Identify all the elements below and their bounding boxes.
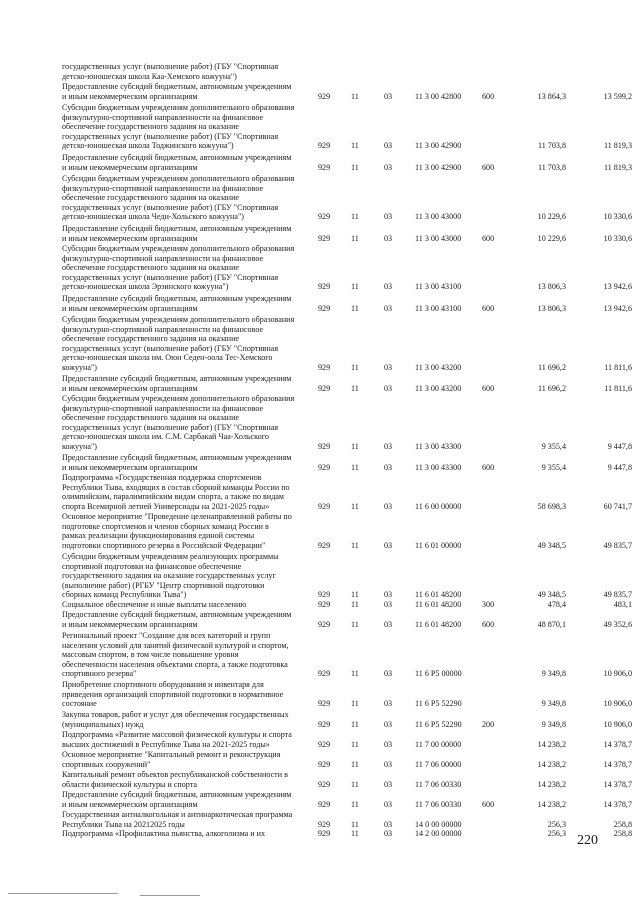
amount-year-1: 9 355,4 [541,442,566,451]
amount-year-2: 258,8 [613,829,632,838]
table-row [0,750,640,769]
amount-year-1: 10 229,6 [537,212,566,222]
admin-code: 929 [318,91,331,101]
target-article-code: 11 3 00 43000 [415,212,462,222]
admin-code: 929 [318,462,331,472]
target-article-code: 11 6 01 48200 [415,619,462,629]
amount-year-2: 13 599,2 [603,91,632,101]
row-description [62,552,314,600]
expense-type-code: 600 [482,799,495,809]
description-line: Предоставление субсидий бюджетным, автономным учреждениям [62,294,292,303]
table-row [0,294,640,313]
amount-year-1: 13 806,3 [537,303,566,313]
expense-type-code: 300 [482,600,495,609]
row-description [62,374,314,393]
admin-code: 929 [318,442,331,451]
admin-code: 929 [318,212,331,222]
amount-year-2: 11 819,3 [603,141,632,151]
target-article-code: 11 3 00 43200 [415,363,462,372]
row-description [62,750,314,769]
description-line: обеспечение государственного задания на оказание [62,263,239,273]
subsection-code: 03 [384,162,393,172]
admin-code: 929 [318,699,331,709]
target-article-code: 11 3 00 43300 [415,462,462,472]
description-line: Подпрограмма «Профилактика пьянства, алкоголизма и их [62,829,266,838]
amount-year-1: 11 703,8 [537,141,566,151]
admin-code: 929 [318,162,331,172]
amount-year-2: 49 835,7 [603,590,632,600]
target-article-code: 14 0 00 00000 [415,819,462,829]
row-description [62,810,314,829]
subsection-code: 03 [384,779,393,789]
amount-year-2: 13 942,6 [603,303,632,313]
target-article-code: 11 3 00 43000 [415,233,462,243]
amount-year-2: 11 811,6 [604,383,632,393]
target-article-code: 11 6 P5 52290 [415,699,462,709]
expense-type-code: 600 [482,162,495,172]
description-line: и иным некоммерческим организациям [62,462,198,472]
description-line: Предоставление субсидий бюджетным, автономным учреждениям [62,453,292,462]
subsection-code: 03 [384,91,393,101]
description-line: физкультурно-спортивной направленности на финансовое [62,112,264,122]
section-code: 11 [351,600,359,609]
description-line: массовым спортом, в том числе повышение уровня [62,650,239,660]
amount-year-1: 14 238,2 [537,739,566,749]
amount-year-1: 9 349,8 [541,699,566,709]
admin-code: 929 [318,141,331,151]
subsection-code: 03 [384,233,393,243]
row-description [62,315,314,373]
footer-scan-line [140,895,200,896]
target-article-code: 14 2 00 00000 [415,829,462,838]
row-description [62,473,314,511]
description-line: и иным некоммерческим организациям [62,233,198,243]
subsection-code: 03 [384,719,393,729]
description-line: Капитальный ремонт объектов республиканской собственности в [62,770,288,779]
section-code: 11 [351,739,359,749]
amount-year-1: 9 349,8 [541,669,566,679]
description-line: Региональный проект "Создание для всех категорий и групп [62,631,271,640]
description-line: Подпрограмма «Государственная поддержка спортсменов [62,473,262,482]
description-line: Субсидии бюджетным учреждениям дополнительного образования [62,174,295,183]
admin-code: 929 [318,669,331,679]
section-code: 11 [351,162,359,172]
section-code: 11 [351,383,359,393]
target-article-code: 11 6 01 48200 [415,590,462,600]
section-code: 11 [351,819,359,829]
amount-year-1: 9 355,4 [541,462,566,472]
subsection-code: 03 [384,212,393,222]
section-code: 11 [351,442,359,451]
row-description [62,512,314,550]
row-description [62,294,314,313]
amount-year-1: 58 698,3 [537,501,566,511]
row-description [62,174,314,222]
table-row [0,374,640,393]
table-row [0,730,640,749]
amount-year-1: 13 864,3 [537,91,566,101]
subsection-code: 03 [384,799,393,809]
table-row [0,610,640,629]
description-line: и иным некоммерческим организациям [62,383,198,393]
amount-year-2: 14 378,7 [603,759,632,769]
table-row [0,810,640,829]
amount-year-2: 258,8 [613,819,632,829]
description-line: физкультурно-спортивной направленности на финансовое [62,183,264,193]
description-line: Субсидии бюджетным учреждениям дополнительного образования [62,394,295,403]
amount-year-1: 9 349,8 [541,719,566,729]
expense-type-code: 600 [482,462,495,472]
description-line: Закупка товаров, работ и услуг для обеспечения государственных [62,710,289,719]
table-row [0,62,640,81]
row-description [62,62,314,81]
row-description [62,631,314,679]
admin-code: 929 [318,282,331,292]
section-code: 11 [351,233,359,243]
description-line: обеспечение государственного задания на оказание [62,193,239,203]
amount-year-1: 14 238,2 [537,799,566,809]
amount-year-1: 49 348,5 [537,540,566,550]
section-code: 11 [351,799,359,809]
description-line: государственных услуг (выполнение работ) (ГБУ "Спортивная [62,202,279,212]
admin-code: 929 [318,501,331,511]
description-line: Предоставление субсидий бюджетным, автономным учреждениям [62,224,292,233]
subsection-code: 03 [384,540,393,550]
subsection-code: 03 [384,501,393,511]
amount-year-1: 256,3 [547,819,566,829]
row-description [62,153,314,172]
subsection-code: 03 [384,590,393,600]
target-article-code: 11 3 00 43200 [415,383,462,393]
section-code: 11 [351,669,359,679]
admin-code: 929 [318,779,331,789]
description-line: сборных команд Республики Тыва") [62,590,187,600]
row-description [62,610,314,629]
amount-year-2: 49 835,7 [603,540,632,550]
description-line: (выполнение работ) (РГБУ "Центр спортивной подготовки [62,580,265,590]
subsection-code: 03 [384,619,393,629]
target-article-code: 11 7 06 00000 [415,759,462,769]
description-line: государственного задания на оказание государственных услуг [62,571,276,581]
description-line: обеспечение государственного задания на оказание [62,334,239,344]
description-line: Основное мероприятие "Капитальный ремонт и реконструкция [62,750,281,759]
subsection-code: 03 [384,383,393,393]
target-article-code: 11 7 06 00330 [415,799,462,809]
page-number: 220 [577,833,598,848]
description-line: Субсидии бюджетным учреждениям дополнительного образования [62,103,295,112]
target-article-code: 11 3 00 42900 [415,162,462,172]
amount-year-2: 10 906,0 [603,699,632,709]
description-line: состояние [62,699,97,709]
description-line: олимпийским, паралимпийским видам спорта, а также по видам [62,492,285,502]
section-code: 11 [351,91,359,101]
expense-type-code: 600 [482,303,495,313]
description-line: государственных услуг (выполнение работ) (ГБУ "Спортивная [62,343,279,353]
target-article-code: 11 3 00 42800 [415,91,462,101]
row-description [62,680,314,709]
admin-code: 929 [318,540,331,550]
section-code: 11 [351,212,359,222]
description-line: детско-юношеская школа Каа-Хемского кожууна") [62,71,237,81]
table-row [0,394,640,452]
subsection-code: 03 [384,141,393,151]
row-description [62,710,314,729]
section-code: 11 [351,303,359,313]
description-line: и иным некоммерческим организациям [62,162,198,172]
section-code: 11 [351,501,359,511]
amount-year-2: 14 378,7 [603,799,632,809]
table-row [0,315,640,373]
description-line: детско-юношеская школа им. С.М. Сарбакай Чаа-Хольского [62,432,269,442]
amount-year-2: 11 819,3 [603,162,632,172]
admin-code: 929 [318,233,331,243]
section-code: 11 [351,462,359,472]
description-line: подготовки спортивного резерва в Российской Федерации" [62,540,266,550]
row-description [62,394,314,452]
amount-year-2: 13 942,6 [603,282,632,292]
admin-code: 929 [318,619,331,629]
section-code: 11 [351,363,359,372]
description-line: детско-юношеская школа Эрзинского кожууна") [62,282,229,292]
subsection-code: 03 [384,739,393,749]
description-line: государственных услуг (выполнение работ) (ГБУ "Спортивная [62,422,279,432]
description-line: Субсидии бюджетным учреждениям реализующих программы [62,552,279,561]
subsection-code: 03 [384,829,393,838]
description-line: приведения организаций спортивной подготовки в нормативное [62,689,284,699]
subsection-code: 03 [384,699,393,709]
target-article-code: 11 6 P5 52290 [415,719,462,729]
description-line: Приобретение спортивного оборудования и инвентаря для [62,680,264,689]
description-line: высших достижений в Республике Тыва на 2021-2025 годы» [62,739,270,749]
admin-code: 929 [318,363,331,372]
section-code: 11 [351,540,359,550]
amount-year-2: 10 906,0 [603,669,632,679]
table-row [0,453,640,472]
description-line: физкультурно-спортивной направленности на финансовое [62,324,264,334]
expense-type-code: 600 [482,91,495,101]
amount-year-2: 10 906,0 [603,719,632,729]
row-description [62,600,314,610]
amount-year-1: 478,4 [547,600,566,609]
description-line: спортивных сооружений" [62,759,151,769]
target-article-code: 11 6 01 00000 [415,540,462,550]
table-row [0,512,640,550]
expense-type-code: 200 [482,719,495,729]
amount-year-1: 14 238,2 [537,759,566,769]
section-code: 11 [351,759,359,769]
row-description [62,244,314,292]
description-line: рамках реализации функционирования единой системы [62,531,255,541]
description-line: кожууна") [62,362,97,372]
description-line: и иным некоммерческим организациям [62,303,198,313]
amount-year-1: 13 806,3 [537,282,566,292]
admin-code: 929 [318,719,331,729]
table-row [0,473,640,511]
description-line: (муниципальных) нужд [62,719,144,729]
target-article-code: 11 3 00 42900 [415,141,462,151]
amount-year-2: 49 352,6 [603,619,632,629]
amount-year-2: 10 330,6 [603,212,632,222]
description-line: государственных услуг (выполнение работ) (ГБУ "Спортивная [62,272,279,282]
amount-year-1: 11 696,2 [537,383,566,393]
row-description [62,103,314,151]
description-line: государственных услуг (выполнение работ) (ГБУ "Спортивная [62,131,279,141]
section-code: 11 [351,779,359,789]
target-article-code: 11 7 00 00000 [415,739,462,749]
amount-year-1: 11 703,8 [537,162,566,172]
description-line: Предоставление субсидий бюджетным, автономным учреждениям [62,153,292,162]
section-code: 11 [351,829,359,838]
section-code: 11 [351,141,359,151]
description-line: спортивного резерва" [62,669,137,679]
description-line: кожууна") [62,441,97,451]
row-description [62,730,314,749]
description-line: детско-юношеская школа Тоджинского кожууна") [62,141,234,151]
row-description [62,829,314,839]
description-line: детско-юношеская школа Чеди-Хольского кожууна") [62,212,244,222]
table-row [0,631,640,679]
admin-code: 929 [318,829,331,838]
section-code: 11 [351,619,359,629]
description-line: физкультурно-спортивной направленности на финансовое [62,253,264,263]
amount-year-1: 48 870,1 [537,619,566,629]
section-code: 11 [351,282,359,292]
row-description [62,790,314,809]
admin-code: 929 [318,759,331,769]
description-line: и иным некоммерческим организациям [62,619,198,629]
table-row [0,153,640,172]
amount-year-1: 256,3 [547,829,566,838]
description-line: и иным некоммерческим организациям [62,91,198,101]
amount-year-2: 14 378,7 [603,779,632,789]
amount-year-2: 9 447,8 [607,462,632,472]
description-line: детско-юношеская школа им. Оюн Седен-оола Тес-Хемского [62,353,273,363]
amount-year-2: 483,1 [613,600,632,609]
description-line: обеспечение государственного задания на оказание [62,122,239,132]
description-line: области физической культуры и спорта [62,779,197,789]
description-line: Подпрограмма «Развитие массовой физической культуры и спорта [62,730,292,739]
row-description [62,453,314,472]
description-line: физкультурно-спортивной направленности на финансовое [62,403,264,413]
description-line: Предоставление субсидий бюджетным, автономным учреждениям [62,790,292,799]
admin-code: 929 [318,819,331,829]
admin-code: 929 [318,600,331,609]
description-line: населения условий для занятий физической культурой и спортом, [62,640,289,650]
admin-code: 929 [318,590,331,600]
table-row [0,710,640,729]
section-code: 11 [351,719,359,729]
description-line: Основное мероприятие "Проведение целенаправленной работы по [62,512,292,521]
admin-code: 929 [318,383,331,393]
table-row [0,224,640,243]
table-row [0,600,640,610]
description-line: спортивной подготовки на финансовое обеспечение [62,561,242,571]
row-description [62,770,314,789]
description-line: Республики Тыва на 20212025 годы [62,819,185,829]
description-line: обеспеченности населения объектами спорта, а также подготовка [62,659,288,669]
table-row [0,103,640,151]
table-row [0,790,640,809]
amount-year-1: 49 348,5 [537,590,566,600]
target-article-code: 11 6 P5 00000 [415,669,462,679]
subsection-code: 03 [384,669,393,679]
subsection-code: 03 [384,819,393,829]
amount-year-1: 11 696,2 [537,363,566,372]
subsection-code: 03 [384,442,393,451]
description-line: обеспечение государственного задания на оказание [62,413,239,423]
subsection-code: 03 [384,303,393,313]
amount-year-2: 10 330,6 [603,233,632,243]
target-article-code: 11 6 01 48200 [415,600,462,609]
table-row [0,82,640,101]
subsection-code: 03 [384,759,393,769]
target-article-code: 11 3 00 43100 [415,303,462,313]
description-line: Государственная антиалкогольная и антинаркотическая программа [62,810,293,819]
description-line: государственных услуг (выполнение работ) (ГБУ "Спортивная [62,62,279,71]
description-line: Республики Тыва, входящих в состав сборной команды России по [62,482,290,492]
description-line: Субсидии бюджетным учреждениям дополнительного образования [62,315,295,324]
subsection-code: 03 [384,462,393,472]
table-row [0,174,640,222]
subsection-code: 03 [384,282,393,292]
description-line: Предоставление субсидий бюджетным, автономным учреждениям [62,82,292,91]
admin-code: 929 [318,739,331,749]
description-line: Предоставление субсидий бюджетным, автономным учреждениям [62,610,292,619]
table-row [0,552,640,600]
expense-type-code: 600 [482,619,495,629]
description-line: подготовке спортсменов и членов сборных команд России в [62,521,269,531]
amount-year-2: 14 378,7 [603,739,632,749]
expense-type-code: 600 [482,233,495,243]
amount-year-2: 9 447,8 [607,442,632,451]
table-row [0,829,640,839]
amount-year-2: 11 811,6 [604,363,632,372]
description-line: Субсидии бюджетным учреждениям дополнительного образования [62,244,295,253]
table-row [0,244,640,292]
subsection-code: 03 [384,600,393,609]
footer-scan-line [8,893,118,894]
description-line: Предоставление субсидий бюджетным, автономным учреждениям [62,374,292,383]
admin-code: 929 [318,303,331,313]
section-code: 11 [351,699,359,709]
amount-year-2: 60 741,7 [603,501,632,511]
target-article-code: 11 6 00 00000 [415,501,462,511]
description-line: Социальное обеспечение и иные выплаты населению [62,600,247,609]
description-line: спорта Всемирной летней Универсиады на 2021-2025 годы» [62,501,270,511]
table-row [0,770,640,789]
amount-year-1: 14 238,2 [537,779,566,789]
row-description [62,224,314,243]
description-line: и иным некоммерческим организациям [62,799,198,809]
amount-year-1: 10 229,6 [537,233,566,243]
target-article-code: 11 7 06 00330 [415,779,462,789]
target-article-code: 11 3 00 43300 [415,442,462,451]
section-code: 11 [351,590,359,600]
row-description [62,82,314,101]
expense-type-code: 600 [482,383,495,393]
target-article-code: 11 3 00 43100 [415,282,462,292]
admin-code: 929 [318,799,331,809]
subsection-code: 03 [384,363,393,372]
table-row [0,680,640,709]
